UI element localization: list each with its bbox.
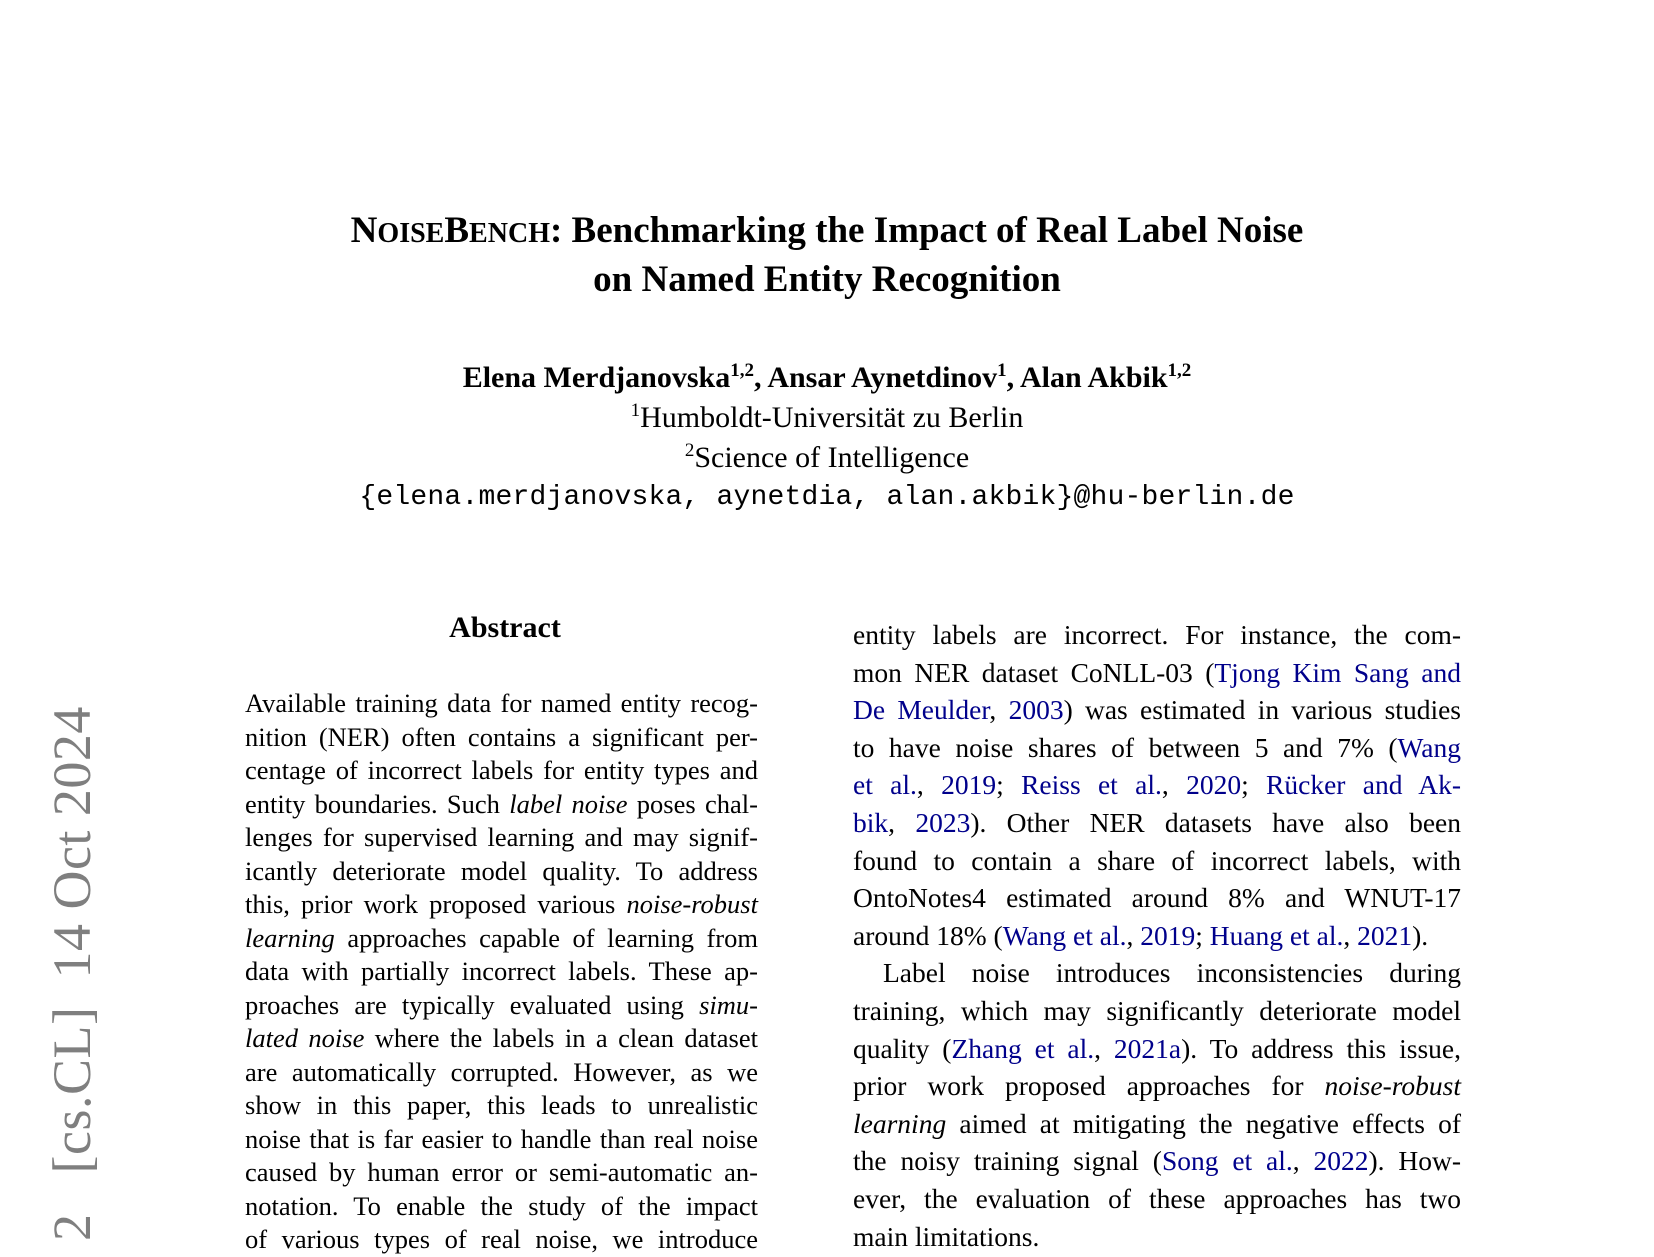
citation-link[interactable]: Rücker and Ak- bbox=[1266, 769, 1462, 801]
intro-line: Label noise introduces inconsistencies during bbox=[883, 957, 1461, 989]
citation-link[interactable]: Song et al. bbox=[1161, 1145, 1293, 1177]
citation-link[interactable]: bik bbox=[853, 806, 889, 838]
abstract-line: lenges for supervised learning and may signif- bbox=[245, 822, 758, 852]
citation-link[interactable]: Wang bbox=[1397, 731, 1461, 763]
abstract-line: notation. To enable the study of the impact bbox=[245, 1190, 758, 1221]
introduction-body bbox=[853, 616, 1461, 1255]
title-line-1-rest: : Benchmarking the Impact of Real Label Noise bbox=[549, 210, 1304, 251]
affiliation-1 bbox=[0, 398, 1654, 438]
paper-title bbox=[0, 208, 1654, 303]
intro-line: main limitations. bbox=[853, 1220, 1040, 1252]
abstract-line: of various types of real noise, we introduce bbox=[245, 1224, 758, 1254]
affiliation-mark: 1 bbox=[630, 400, 641, 421]
citation-link[interactable]: et al. bbox=[853, 769, 917, 801]
abstract-line: data with partially incorrect labels. These ap- bbox=[245, 956, 758, 986]
intro-line: around 18% (Wang et al., 2019; Huang et al., 2021). bbox=[853, 919, 1429, 951]
abstract-line: lated noise where the labels in a clean dataset bbox=[245, 1023, 758, 1053]
abstract-line: show in this paper, this leads to unrealistic bbox=[245, 1090, 758, 1120]
title-line-2: on Named Entity Recognition bbox=[593, 259, 1061, 300]
abstract-line: learning approaches capable of learning from bbox=[245, 922, 758, 953]
abstract-line: proaches are typically evaluated using simu- bbox=[245, 989, 758, 1020]
title-line-1 bbox=[0, 208, 1654, 257]
author-affiliation-mark: 1,2 bbox=[730, 360, 754, 381]
abstract-line: icantly deteriorate model quality. To address bbox=[245, 855, 758, 886]
author-name: Ansar Aynetdinov bbox=[767, 361, 998, 394]
intro-line: training, which may significantly deteriorate model bbox=[853, 994, 1461, 1026]
intro-line: ever, the evaluation of these approaches has two bbox=[853, 1182, 1461, 1214]
arxiv-stamp-text: [cs.CL] 14 Oct 2024 bbox=[42, 706, 102, 1174]
author-emails: {elena.merdjanovska, aynetdia, alan.akbik}@hu-berlin.de bbox=[359, 482, 1295, 513]
citation-link[interactable]: 2021a bbox=[1113, 1032, 1182, 1064]
title-benchmark-name: NOISEBENCH bbox=[350, 210, 550, 251]
citation-link[interactable]: Huang et al. bbox=[1209, 919, 1344, 951]
arxiv-stamp bbox=[42, 706, 102, 1241]
citation-link[interactable]: 2022 bbox=[1313, 1145, 1369, 1177]
affiliation-2 bbox=[0, 438, 1654, 478]
abstract-heading: Abstract bbox=[449, 611, 561, 644]
intro-line: to have noise shares of between 5 and 7% (Wang bbox=[853, 731, 1461, 763]
author-affiliation-mark: 1 bbox=[997, 360, 1007, 381]
intro-line: entity labels are incorrect. For instance, the com- bbox=[853, 619, 1461, 650]
abstract-line: noise that is far easier to handle than real noise bbox=[245, 1123, 758, 1154]
abstract-line: are automatically corrupted. However, as we bbox=[245, 1056, 758, 1087]
abstract-line: this, prior work proposed various noise-robust bbox=[245, 889, 758, 919]
citation-link[interactable]: Zhang et al. bbox=[951, 1032, 1095, 1064]
citation-link[interactable]: 2019 bbox=[941, 769, 997, 801]
author-name: Elena Merdjanovska bbox=[462, 361, 731, 394]
citation-link[interactable]: 2020 bbox=[1186, 769, 1242, 801]
affiliation-text: Science of Intelligence bbox=[694, 441, 970, 474]
intro-line: mon NER dataset CoNLL-03 (Tjong Kim Sang and bbox=[853, 656, 1461, 688]
author-names: Elena Merdjanovska$^{1,2}$, Ansar Aynetdinov$^1$, Alan Akbik$^{1,2}$ bbox=[462, 360, 1192, 394]
intro-line: OntoNotes4 estimated around 8% and WNUT-17 bbox=[853, 882, 1461, 914]
citation-link[interactable]: 2023 bbox=[915, 806, 971, 838]
abstract-line: caused by human error or semi-automatic an- bbox=[245, 1157, 758, 1187]
intro-line: bik, 2023). Other NER datasets have also been bbox=[853, 806, 1461, 838]
author-name: Alan Akbik bbox=[1019, 361, 1168, 394]
abstract-line: entity boundaries. Such label noise poses chal- bbox=[245, 788, 758, 819]
intro-line: quality (Zhang et al., 2021a). To address this issue, bbox=[853, 1032, 1462, 1064]
intro-line: found to contain a share of incorrect labels, with bbox=[853, 844, 1461, 876]
affiliation-text: Humboldt-Universität zu Berlin bbox=[640, 401, 1024, 434]
citation-link[interactable]: Reiss et al. bbox=[1021, 769, 1162, 801]
citation-link[interactable]: De Meulder bbox=[853, 694, 990, 726]
intro-line: learning aimed at mitigating the negative effects of bbox=[853, 1107, 1461, 1139]
citation-link[interactable]: 2019 bbox=[1140, 919, 1196, 951]
arxiv-stamp-partial: 2 bbox=[42, 1213, 102, 1241]
author-affiliation-mark: 1,2 bbox=[1167, 360, 1192, 381]
citation-link[interactable]: Tjong Kim Sang and bbox=[1214, 656, 1461, 688]
affiliation-mark: 2 bbox=[684, 440, 695, 461]
intro-line: De Meulder, 2003) was estimated in various studies bbox=[853, 694, 1461, 726]
abstract-line: centage of incorrect labels for entity types and bbox=[245, 755, 758, 785]
citation-link[interactable]: Wang et al. bbox=[1002, 919, 1127, 951]
abstract-line: Available training data for named entity recog- bbox=[245, 688, 758, 718]
intro-line: prior work proposed approaches for noise-robust bbox=[853, 1070, 1461, 1102]
citation-link[interactable]: 2021 bbox=[1357, 919, 1413, 951]
intro-line: the noisy training signal (Song et al., 2022). How- bbox=[853, 1145, 1461, 1177]
abstract-line: nition (NER) often contains a significant per- bbox=[245, 721, 758, 752]
abstract-body bbox=[245, 687, 758, 1257]
author-block bbox=[0, 358, 1654, 518]
intro-line: et al., 2019; Reiss et al., 2020; Rücker and Ak- bbox=[853, 769, 1462, 801]
citation-link[interactable]: 2003 bbox=[1008, 694, 1064, 726]
